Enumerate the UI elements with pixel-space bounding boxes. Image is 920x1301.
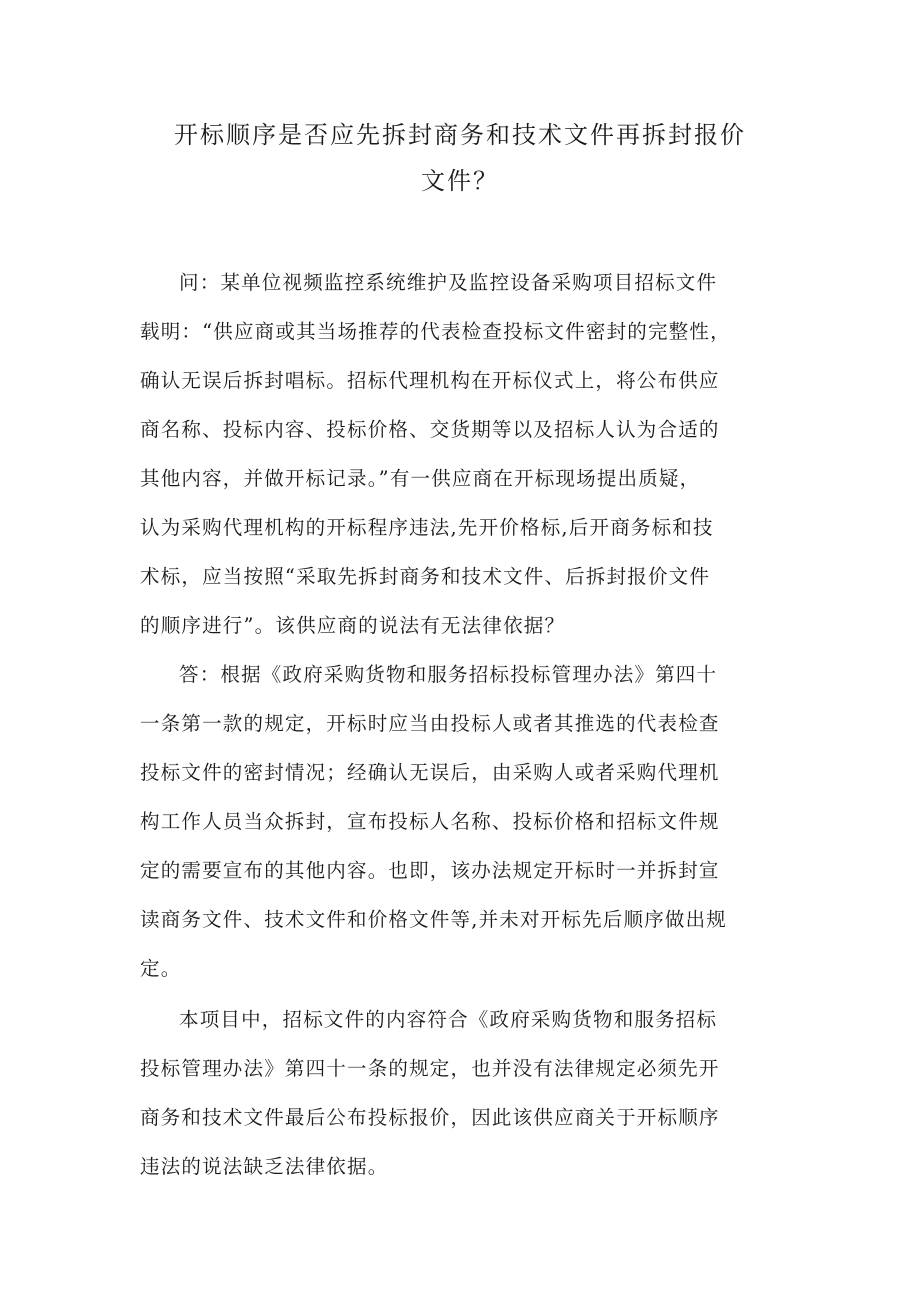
text-line: 其他内容，并做开标记录。”有一供应商在开标现场提出质疑， — [140, 467, 701, 490]
text-line: 载明：“供应商或其当场推荐的代表检查投标文件密封的完整性， — [140, 320, 731, 343]
text-line: 定。 — [140, 957, 182, 980]
title-line-2: 文件？ — [421, 167, 499, 195]
document-title — [140, 112, 780, 204]
question-paragraph — [140, 258, 800, 650]
text-line: 违法的说法缺乏法律依据。 — [140, 1155, 389, 1178]
answer-paragraph — [140, 650, 800, 993]
text-line: 确认无误后拆封唱标。招标代理机构在开标仪式上，将公布供应 — [140, 369, 720, 392]
text-line: 一条第一款的规定，开标时应当由投标人或者其推选的代表检查 — [140, 712, 720, 735]
text-line: 的顺序进行”。该供应商的说法有无法律依据？ — [140, 614, 566, 637]
text-line: 认为采购代理机构的开标程序违法,先开价格标,后开商务标和技 — [140, 516, 714, 539]
conclusion-paragraph — [140, 995, 800, 1191]
text-line: 构工作人员当众拆封，宣布投标人名称、投标价格和招标文件规 — [140, 810, 720, 833]
text-line: 术标，应当按照“采取先拆封商务和技术文件、后拆封报价文件 — [140, 565, 711, 588]
text-line: 商名称、投标内容、投标价格、交货期等以及招标人认为合适的 — [140, 418, 720, 441]
text-line: 读商务文件、技术文件和价格文件等,并未对开标先后顺序做出规 — [140, 908, 727, 931]
text-line: 投标文件的密封情况；经确认无误后，由采购人或者采购代理机 — [140, 761, 720, 784]
text-line: 答：根据《政府采购货物和服务招标投标管理办法》第四十 — [179, 663, 718, 686]
text-line: 商务和技术文件最后公布投标报价，因此该供应商关于开标顺序 — [140, 1106, 720, 1129]
text-line: 问：某单位视频监控系统维护及监控设备采购项目招标文件 — [179, 271, 718, 294]
document-body — [140, 258, 800, 1191]
text-line: 投标管理办法》第四十一条的规定，也并没有法律规定必须先开 — [140, 1057, 720, 1080]
text-line: 本项目中，招标文件的内容符合《政府采购货物和服务招标 — [179, 1008, 718, 1031]
text-line: 定的需要宣布的其他内容。也即，该办法规定开标时一并拆封宣 — [140, 859, 720, 882]
title-line-1: 开标顺序是否应先拆封商务和技术文件再拆封报价 — [174, 121, 746, 149]
